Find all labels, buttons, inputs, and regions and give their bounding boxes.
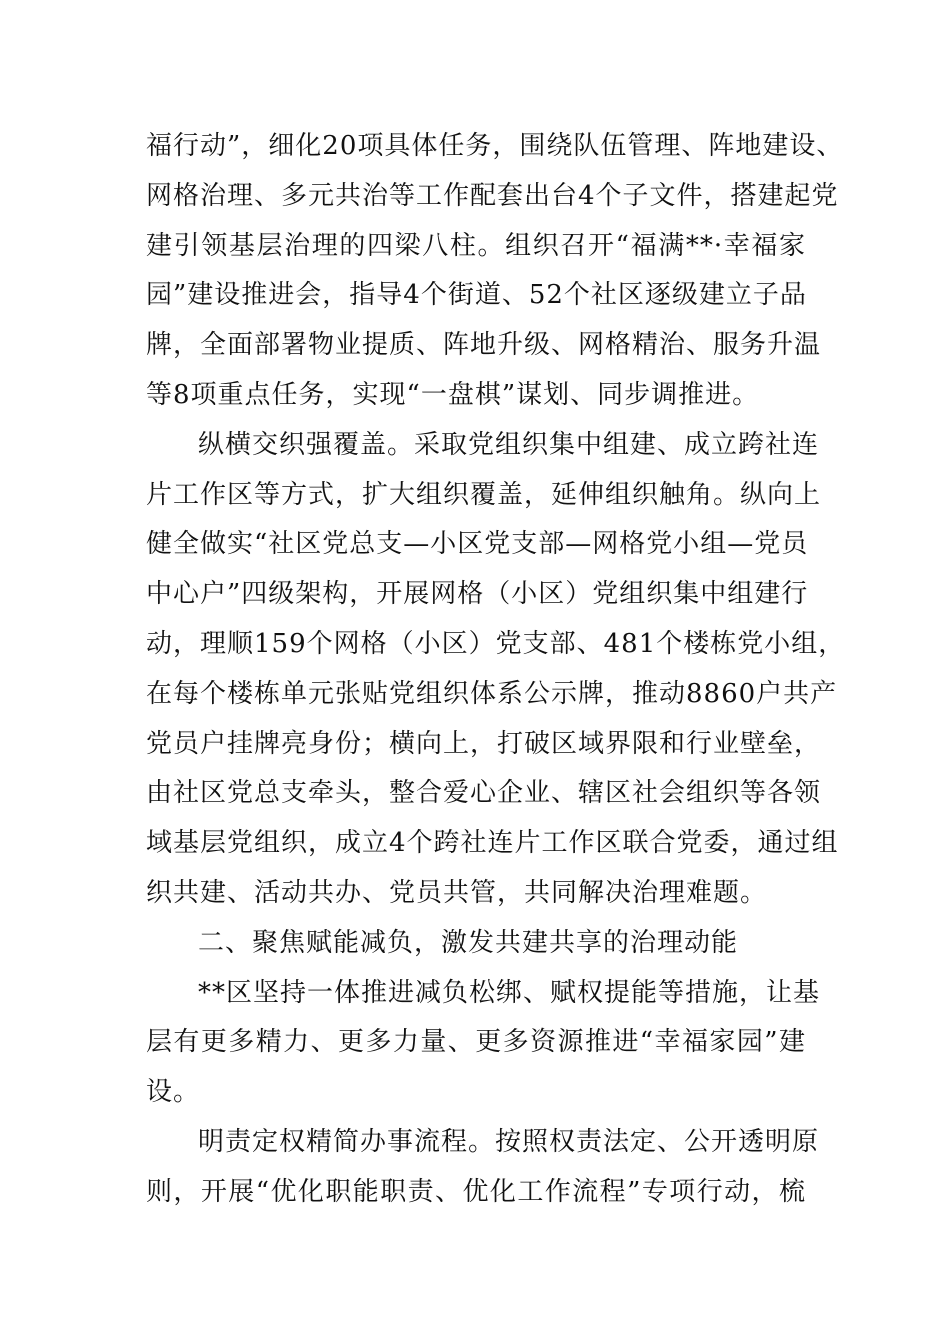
text-line: 织共建、活动共办、党员共管，共同解决治理难题。 (146, 877, 768, 908)
text-line: 域基层党组织，成立4个跨社连片工作区联合党委，通过组 (146, 828, 839, 859)
paragraph-process (146, 1118, 820, 1218)
text-line: 建引领基层治理的四梁八柱。组织召开“福满**·幸福家 (146, 230, 806, 261)
text-line: 设。 (146, 1077, 201, 1108)
section-heading (146, 919, 806, 969)
text-line: 牌，全面部署物业提质、阵地升级、网格精治、服务升温 (146, 330, 822, 361)
paragraph-empowerment (146, 969, 821, 1118)
text-line: 在每个楼栋单元张贴党组织体系公示牌，推动8860户共产 (146, 678, 838, 709)
paragraph-task-details (146, 122, 844, 421)
text-line: 等8项重点任务，实现“一盘棋”谋划、同步调推进。 (146, 379, 760, 410)
text-line: 由社区党总支牵头，整合爱心企业、辖区社会组织等各领 (146, 778, 822, 809)
text-line: 中心户”四级架构，开展网格（小区）党组织集中组建行 (146, 579, 809, 610)
text-line: 健全做实“社区党总支—小区党支部—网格党小组—党员 (146, 529, 809, 560)
paragraph-coverage (146, 421, 846, 919)
text-line: 园”建设推进会，指导4个街道、52个社区逐级建立子品 (146, 280, 807, 311)
document-body (146, 122, 846, 1218)
text-line: 网格治理、多元共治等工作配套出台4个子文件，搭建起党 (146, 180, 839, 211)
text-line: **区坚持一体推进减负松绑、赋权提能等措施，让基 (198, 977, 821, 1008)
text-line: 则，开展“优化职能职责、优化工作流程”专项行动，梳 (146, 1176, 806, 1207)
text-line: 党员户挂牌亮身份；横向上，打破区域界限和行业壁垒， (146, 728, 822, 759)
text-line: 层有更多精力、更多力量、更多资源推进“幸福家园”建 (146, 1027, 806, 1058)
text-line: 片工作区等方式，扩大组织覆盖，延伸组织触角。纵向上 (146, 479, 822, 510)
text-line: 纵横交织强覆盖。采取党组织集中组建、成立跨社连 (198, 429, 820, 460)
text-line: 福行动”，细化20项具体任务，围绕队伍管理、阵地建设、 (146, 131, 844, 161)
heading-text: 二、聚焦赋能减负，激发共建共享的治理动能 (198, 927, 739, 958)
text-line: 明责定权精简办事流程。按照权责法定、公开透明原 (198, 1126, 820, 1157)
text-line: 动，理顺159个网格（小区）党支部、481个楼栋党小组， (146, 628, 846, 659)
